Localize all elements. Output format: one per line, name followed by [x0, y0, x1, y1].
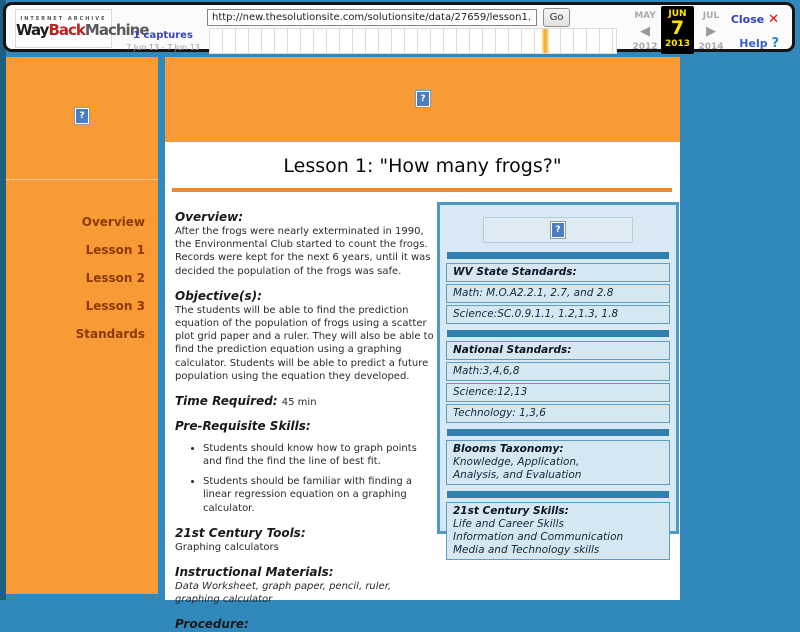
standards-box: [437, 202, 679, 556]
standards-divider: [447, 330, 669, 337]
table-row: Math:3,4,6,8: [446, 362, 670, 381]
broken-image-icon: ?: [74, 107, 90, 125]
objectives-heading: Objective(s):: [175, 288, 262, 303]
c21-line: Media and Technology skills: [453, 544, 600, 556]
list-item: • Students should know how to graph points and find the find the line of best fit.: [203, 442, 437, 468]
time-required-value: 45 min: [281, 396, 317, 408]
go-button[interactable]: Go: [543, 8, 570, 27]
next-year-label[interactable]: 2014: [698, 42, 724, 52]
tools-body: Graphing calculators: [175, 541, 279, 553]
standards-image-placeholder: [483, 217, 633, 243]
archive-url-input[interactable]: [207, 9, 537, 26]
page-title: Lesson 1: "How many frogs?": [283, 155, 562, 177]
wayback-logo[interactable]: [15, 9, 149, 48]
standards-divider: [447, 429, 669, 436]
site-left-sidebar: [6, 57, 158, 594]
blooms-line: Analysis, and Evaluation: [453, 469, 582, 481]
help-question-icon: ?: [771, 36, 779, 51]
table-row: Science:SC.0.9.1.1, 1.2,1.3, 1.8: [446, 305, 670, 324]
sidebar-header-cell: [6, 57, 158, 180]
internet-archive-label: INTERNET ARCHIVE: [20, 16, 107, 22]
sidebar-item-lesson-2[interactable]: Lesson 2: [85, 271, 145, 285]
current-day: 7: [670, 17, 685, 39]
wv-standards-heading: WV State Standards:: [446, 263, 670, 282]
sidebar-item-lesson-3[interactable]: Lesson 3: [85, 299, 145, 313]
prev-month-label[interactable]: MAY: [634, 11, 656, 21]
close-toolbar-button[interactable]: Close ✕: [730, 12, 779, 27]
wayback-toolbar: [3, 2, 795, 52]
list-item: • Students should be familiar with finding a linear regression equation on a graphing calculator.: [203, 475, 437, 515]
help-button[interactable]: Help ?: [739, 36, 779, 51]
time-required-heading: Time Required: 45 min: [175, 393, 317, 408]
table-row: Science:12,13: [446, 383, 670, 402]
next-month-label[interactable]: JUL: [702, 11, 720, 21]
broken-image-icon: ?: [550, 221, 566, 239]
prerequisite-skills-list: [181, 442, 437, 515]
table-row: Math: M.O.A2.2.1, 2.7, and 2.8: [446, 284, 670, 303]
national-standards-heading: National Standards:: [446, 341, 670, 360]
c21-skills-box: [446, 502, 670, 560]
captures-date-range: 7 Jun 13 - 7 Jun 13: [126, 43, 200, 52]
procedure-heading: Procedure:: [175, 617, 249, 632]
overview-body: After the frogs were nearly exterminated in 1990, the Environmental Club started to count the frogs. Records were kept for the next 6 years, until it was decided the population of the frogs was safe.: [175, 226, 431, 277]
current-month: JUN: [668, 9, 687, 19]
overview-heading: Overview:: [175, 210, 244, 224]
close-x-icon: ✕: [768, 12, 779, 27]
capture-marker[interactable]: [542, 29, 549, 53]
sidebar-item-standards[interactable]: Standards: [75, 327, 145, 341]
wayback-logo-text: WayBackMachine: [16, 21, 149, 39]
sidebar-item-lesson-1[interactable]: Lesson 1: [85, 243, 145, 257]
sidebar-item-overview[interactable]: Overview: [81, 215, 145, 229]
lesson-content: [165, 142, 680, 632]
table-row: Technology: 1,3,6: [446, 404, 670, 423]
materials-body: Data Worksheet, graph paper, pencil, ruler, graphing calculator: [175, 581, 392, 606]
broken-image-icon: ?: [415, 90, 431, 108]
materials-heading: Instructional Materials:: [175, 565, 334, 579]
next-capture-arrow-icon[interactable]: ▶: [706, 24, 716, 39]
lesson-text-column: [175, 204, 437, 632]
prerequisite-skills-heading: Pre-Requisite Skills:: [175, 418, 311, 433]
lesson-nav: [6, 180, 158, 342]
site-banner: [165, 57, 680, 142]
capture-timeline[interactable]: [209, 28, 617, 54]
current-capture-date: [661, 6, 694, 54]
blooms-line: Knowledge, Application,: [453, 456, 580, 468]
captures-count-link[interactable]: 1 captures: [133, 30, 193, 41]
objectives-body: The students will be able to find the prediction equation of the population of frogs using a scatter plot grid paper and a ruler. They will also be able to find the prediction equation using a graphing calculator. Students will be able to predict a future population using the equation they developed.: [175, 304, 434, 382]
c21-line: Life and Career Skills: [453, 518, 564, 530]
c21-heading: 21st Century Skills:: [453, 505, 569, 517]
current-year: 2013: [664, 38, 691, 49]
prev-year-label[interactable]: 2012: [632, 42, 658, 52]
blooms-taxonomy-box: [446, 440, 670, 485]
standards-divider: [447, 491, 669, 498]
c21-line: Information and Communication: [453, 531, 624, 543]
prev-capture-arrow-icon[interactable]: ◀: [640, 24, 650, 39]
blooms-heading: Blooms Taxonomy:: [453, 443, 564, 455]
tools-heading: 21st Century Tools:: [175, 525, 306, 540]
standards-divider: [447, 252, 669, 259]
title-divider: [172, 188, 672, 192]
